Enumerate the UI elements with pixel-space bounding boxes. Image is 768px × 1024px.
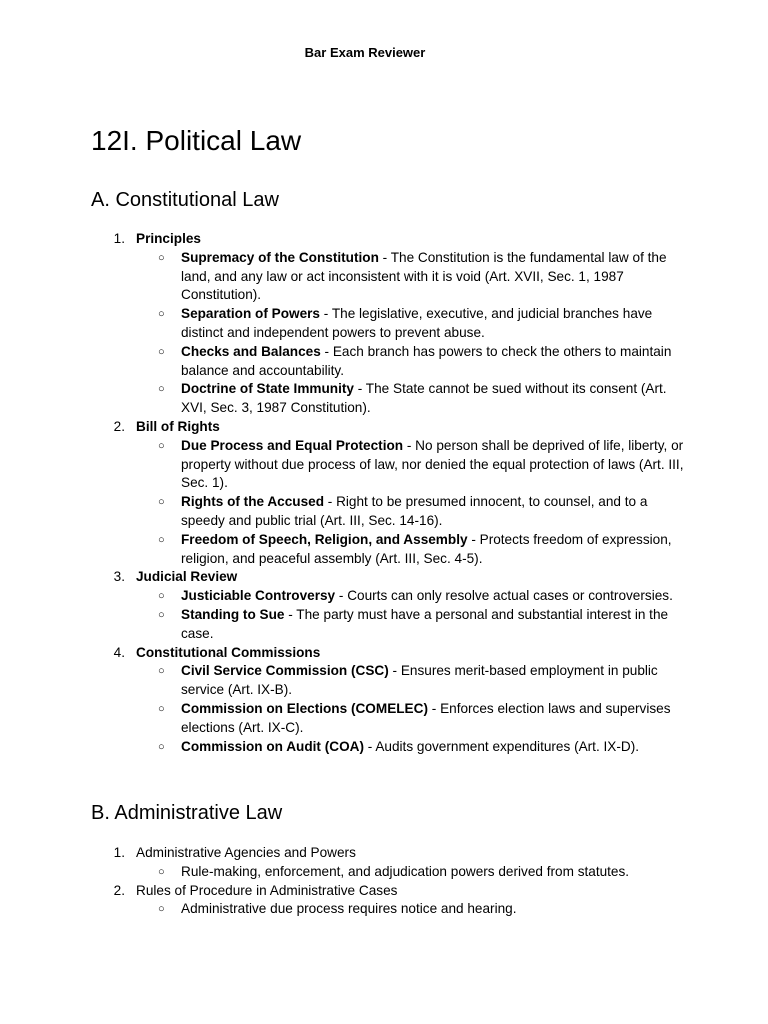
hollow-bullet-icon: ○ <box>158 383 165 396</box>
term: Doctrine of State Immunity <box>181 381 354 397</box>
definition: - The legislative, executive, and judicial branches have distinct and independent powers to prevent abuse. <box>181 306 653 340</box>
list-item <box>91 882 691 920</box>
sub-list-item <box>136 249 691 305</box>
sub-list-item <box>136 493 691 531</box>
definition: - The State cannot be sued without its consent (Art. XVI, Sec. 3, 1987 Constitution). <box>181 381 667 416</box>
term: Checks and Balances <box>181 343 321 359</box>
sub-list <box>136 249 691 418</box>
sub-list-item <box>136 863 691 882</box>
definition: - Audits government expenditures (Art. IX-D). <box>364 738 640 754</box>
sub-list-item <box>136 738 691 757</box>
definition: - Ensures merit-based employment in public service (Art. IX-B). <box>181 663 658 698</box>
hollow-bullet-icon: ○ <box>158 251 165 264</box>
list-number: 1. <box>113 231 125 246</box>
term: Commission on Elections (COMELEC) <box>181 700 428 716</box>
hollow-bullet-icon: ○ <box>158 345 165 358</box>
list-number: 2. <box>113 882 125 898</box>
hollow-bullet-icon: ○ <box>158 439 165 452</box>
hollow-bullet-icon: ○ <box>158 533 165 546</box>
list-number: 4. <box>113 644 125 660</box>
term: Justiciable Controversy <box>181 588 336 604</box>
definition: - Each branch has powers to check the others to maintain balance and accountability. <box>181 343 672 378</box>
definition: - Enforces election laws and supervises elections (Art. IX-C). <box>181 700 671 735</box>
section-a-list <box>91 230 691 756</box>
page-header: Bar Exam Reviewer <box>304 45 426 60</box>
list-number: 2. <box>113 418 125 434</box>
hollow-bullet-icon: ○ <box>158 308 165 321</box>
list-number: 3. <box>113 569 125 585</box>
sub-list <box>136 437 691 569</box>
hollow-bullet-icon: ○ <box>158 903 165 916</box>
term: Freedom of Speech, Religion, and Assembly <box>181 531 468 547</box>
sub-list-item <box>136 380 691 418</box>
sub-list-item <box>136 531 691 569</box>
definition: Rule-making, enforcement, and adjudication powers derived from statutes. <box>181 863 630 879</box>
definition: - No person shall be deprived of life, liberty, or property without due process of law, nor denied the equal protection of laws (Art. III, Sec. 1). <box>181 437 684 491</box>
sub-list-item <box>136 343 691 381</box>
definition: - The Constitution is the fundamental law of the land, and any law or act inconsistent with it is void (Art. XVII, Sec. 1, 1987 Constitution). <box>181 249 667 303</box>
sub-list-item <box>136 587 691 606</box>
definition: - Right to be presumed innocent, to counsel, and to a speedy and public trial (Art. III, Sec. 14-16). <box>181 494 648 528</box>
hollow-bullet-icon: ○ <box>158 865 165 878</box>
list-heading: Constitutional Commissions <box>136 644 321 660</box>
section-a-title: A. Constitutional Law <box>91 189 279 211</box>
section-b-title: B. Administrative Law <box>91 802 283 824</box>
list-heading: Rules of Procedure in Administrative Cases <box>136 882 398 898</box>
list-item <box>91 418 691 568</box>
sub-list <box>136 900 691 919</box>
term: Civil Service Commission (CSC) <box>181 663 389 679</box>
document-title: 12I. Political Law <box>91 125 302 156</box>
sub-list-item <box>136 662 691 700</box>
term: Supremacy of the Constitution <box>181 249 379 265</box>
list-heading: Administrative Agencies and Powers <box>136 845 356 860</box>
definition: - The party must have a personal and substantial interest in the case. <box>181 606 669 641</box>
list-heading: Judicial Review <box>136 569 238 585</box>
term: Due Process and Equal Protection <box>181 437 404 453</box>
list-item <box>91 568 691 643</box>
sub-list-item <box>136 437 691 493</box>
term: Commission on Audit (COA) <box>181 738 364 754</box>
definition: - Protects freedom of expression, religion, and peaceful assembly (Art. III, Sec. 4-5). <box>181 531 672 566</box>
list-number: 1. <box>113 845 125 860</box>
sub-list-item <box>136 900 691 919</box>
hollow-bullet-icon: ○ <box>158 496 165 509</box>
sub-list <box>136 662 691 756</box>
sub-list-item <box>136 700 691 738</box>
hollow-bullet-icon: ○ <box>158 590 165 603</box>
sub-list <box>136 587 691 643</box>
list-item <box>91 844 691 882</box>
sub-list-item <box>136 606 691 644</box>
list-heading: Principles <box>136 231 201 246</box>
hollow-bullet-icon: ○ <box>158 740 165 753</box>
term: Separation of Powers <box>181 306 320 322</box>
hollow-bullet-icon: ○ <box>158 608 165 621</box>
list-item <box>91 644 691 757</box>
list-heading: Bill of Rights <box>136 418 220 434</box>
list-item <box>91 230 691 418</box>
definition: Administrative due process requires notice and hearing. <box>181 901 517 917</box>
sub-list <box>136 863 691 882</box>
term: Rights of the Accused <box>181 494 324 510</box>
hollow-bullet-icon: ○ <box>158 665 165 678</box>
hollow-bullet-icon: ○ <box>158 702 165 715</box>
sub-list-item <box>136 305 691 343</box>
definition: - Courts can only resolve actual cases or controversies. <box>335 588 673 604</box>
term: Standing to Sue <box>181 606 285 622</box>
section-b-list <box>91 844 691 919</box>
